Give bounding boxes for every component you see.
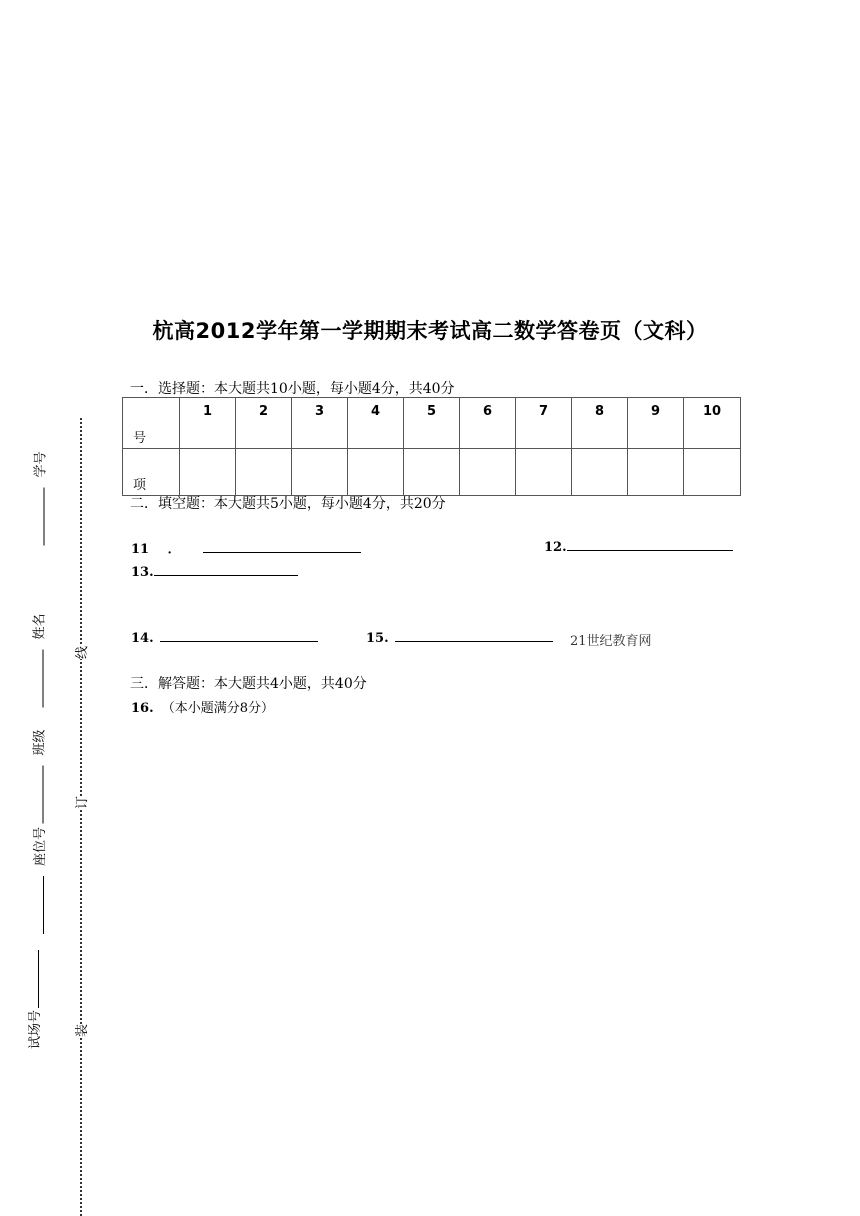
answer-cell[interactable] xyxy=(460,449,516,496)
student-name-label: 姓名 xyxy=(32,613,48,640)
section-1-heading: 一．选择题：本大题共10小题，每小题4分，共40分 xyxy=(130,381,455,397)
exam-room-field[interactable] xyxy=(24,950,43,1049)
student-id-line[interactable] xyxy=(34,488,45,546)
answer-cell[interactable] xyxy=(292,449,348,496)
table-row xyxy=(123,449,741,496)
section-3-heading: 三．解答题：本大题共4小题，共40分 xyxy=(130,676,367,692)
class-line[interactable] xyxy=(33,766,44,824)
seat-number-field[interactable] xyxy=(29,827,48,936)
answer-cell[interactable] xyxy=(348,449,404,496)
binding-label-ding: 订 xyxy=(68,796,93,809)
answer-cell[interactable] xyxy=(180,449,236,496)
question-number-2: 2 xyxy=(236,398,292,449)
answer-cell[interactable] xyxy=(236,449,292,496)
question-11-label: 11 xyxy=(131,542,150,557)
question-13 xyxy=(131,563,298,580)
question-15-label: 15. xyxy=(366,631,389,646)
answer-cell[interactable] xyxy=(404,449,460,496)
question-16 xyxy=(131,697,274,716)
question-number-6: 6 xyxy=(460,398,516,449)
answer-blank-15[interactable] xyxy=(395,629,553,642)
question-number-10: 10 xyxy=(684,398,741,449)
question-12-label: 12. xyxy=(544,540,567,555)
answer-blank-14[interactable] xyxy=(160,629,318,642)
question-number-8: 8 xyxy=(572,398,628,449)
question-14 xyxy=(131,629,318,646)
question-number-3: 3 xyxy=(292,398,348,449)
page-title: 杭高2012学年第一学期期末考试高二数学答卷页（文科） xyxy=(152,319,708,343)
student-name-field[interactable] xyxy=(29,613,48,709)
binding-label-zhuang: 装 xyxy=(68,1024,93,1037)
exam-room-line[interactable] xyxy=(28,950,39,1008)
row-label-text: 项 xyxy=(133,478,147,493)
student-name-line[interactable] xyxy=(33,650,44,708)
row-label-text: 号 xyxy=(133,431,147,446)
question-11-dot: ． xyxy=(167,542,181,557)
question-11 xyxy=(131,538,361,557)
answer-cell[interactable] xyxy=(684,449,741,496)
row-label-number xyxy=(123,398,180,449)
question-number-5: 5 xyxy=(404,398,460,449)
answer-cell[interactable] xyxy=(628,449,684,496)
answer-cell[interactable] xyxy=(572,449,628,496)
class-label: 班级 xyxy=(32,729,48,756)
answer-blank-11[interactable] xyxy=(203,540,361,553)
seat-number-label: 座位号 xyxy=(33,826,49,867)
exam-room-label: 试场号 xyxy=(28,1009,44,1050)
binding-dotted-line xyxy=(80,418,82,1216)
question-15 xyxy=(366,629,553,646)
answer-blank-13[interactable] xyxy=(154,563,298,576)
question-number-1: 1 xyxy=(180,398,236,449)
section-2-heading: 二．填空题：本大题共5小题，每小题4分，共20分 xyxy=(130,496,446,512)
question-12 xyxy=(544,538,733,555)
question-number-4: 4 xyxy=(348,398,404,449)
question-number-9: 9 xyxy=(628,398,684,449)
student-id-field[interactable] xyxy=(30,451,49,547)
question-13-label: 13. xyxy=(131,565,154,580)
question-14-label: 14. xyxy=(131,631,154,646)
table-row xyxy=(123,398,741,449)
seat-number-line[interactable] xyxy=(33,876,44,934)
question-16-label: 16. xyxy=(131,701,154,716)
question-16-points: （本小题满分8分） xyxy=(161,701,275,716)
answer-cell[interactable] xyxy=(516,449,572,496)
student-id-label: 学号 xyxy=(33,451,49,478)
watermark-text: 21世纪教育网 xyxy=(570,634,652,649)
answer-table xyxy=(122,397,741,496)
row-label-answer xyxy=(123,449,180,496)
class-field[interactable] xyxy=(29,729,48,825)
answer-blank-12[interactable] xyxy=(567,538,733,551)
question-number-7: 7 xyxy=(516,398,572,449)
binding-label-xian: 线 xyxy=(68,646,93,659)
